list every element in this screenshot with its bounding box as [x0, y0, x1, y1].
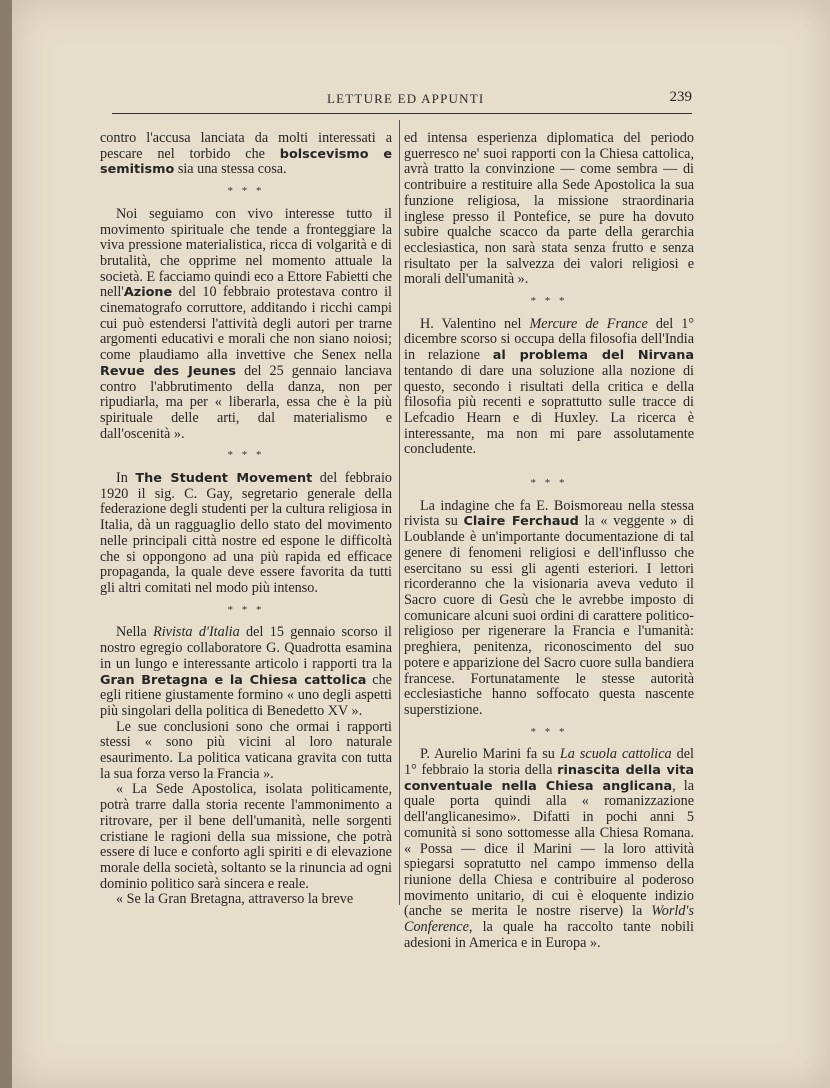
section-separator: * * * — [227, 449, 265, 462]
page-number: 239 — [669, 89, 692, 105]
paragraph: ed intensa esperienza diplomatica del periodo guerresco ne' suoi rapporti con la Chiesa cattolica, avrà tratto la convinzione — come sembra — di contribuire a restituire alla Sede Apostolica la sua funzione religiosa, la missione straordinaria inglese presso il Pontefice, se pure ha dovuto subire qualche scacco da parte della gerarchia ecclesiastica, non sarà stata senza frutto e senza risultato per la salvezza dei valori religiosi e morali dell'umanità ». — [404, 130, 694, 288]
paragraph: contro l'accusa lanciata da molti interessati a pescare nel torbido che bolscevismo e semitismo sia una stessa cosa. — [100, 130, 392, 178]
paragraph: Le sue conclusioni sono che ormai i rapporti stessi « sono più vicini al loro naturale esaurimento. La politica vaticana gravita con tutta la sua forza verso la Francia ». — [100, 718, 392, 782]
paragraph: Nella Rivista d'Italia del 15 gennaio scorso il nostro egregio collaboratore G. Quadrotta esamina in un lungo e interessante articolo i rapporti tra la Gran Bretagna e la Chiesa cattolica che egli ritiene giustamente formino « uno degli aspetti più singolari della politica di Benedetto XV ». — [100, 624, 392, 719]
running-title: LETTURE ED APPUNTI — [327, 91, 485, 106]
section-separator: * * * — [227, 603, 265, 616]
section-separator: * * * — [530, 477, 568, 490]
paragraph: P. Aurelio Marini fa su La scuola cattolica del 1° febbraio la storia della rinascita della vita conventuale nella Chiesa anglicana, la quale porta quindi alla « romanizzazione dell'anglicanesimo». Difatti in pochi anni 5 comunità si sono sottomesse alla Chiesa Romana. « Possa — dice il Marini — la loro attività spiegarsi sopratutto nel campo immenso della riunione della Chiesa e contribuire al poderoso movimento unitario, di cui è eloquente indizio (anche se merita le nostre riserve) la World's Conference, la quale ha raccolto tante nobili adesioni in America e in Europa ». — [404, 746, 694, 951]
journal-page — [12, 0, 830, 1088]
paragraph: « La Sede Apostolica, isolata politicamente, potrà trarre dalla storia recente l'ammonimento a ritrovare, per il bene dell'umanità, nelle sorgenti cristiane le ragioni della sua missione, che potrà essere di luce e conforto agli spiriti e di elevazione morale della società, soltanto se la rinuncia ad ogni dominio politico sarà sincera e reale. — [100, 781, 392, 892]
section-separator: * * * — [530, 725, 568, 738]
left-column — [100, 131, 392, 908]
paragraph: Noi seguiamo con vivo interesse tutto il movimento spirituale che tende a fronteggiare la viva pressione materialistica, ricca di volgarità e di brutalità, che opprime nel momento attuale la società. E facciamo quindi eco a Ettore Fabietti che nell'Azione del 10 febbraio protestava contro il cinematografo corruttore, additando i ricchi campi cui può estendersi l'attività degli autori per trarne argomenti educativi e morali che non siano noiosi; come plaudiamo alla invettive che Senex nella Revue des Jeunes del 25 gennaio lanciava contro l'abbrutimento della danza, non per ripudiarla, ma per « liberarla, essa che è la più spirituale delle arti, dal materialismo e dall'oscenità ». — [100, 205, 392, 442]
section-separator: * * * — [227, 185, 265, 198]
paragraph: H. Valentino nel Mercure de France del 1° dicembre scorso si occupa della filosofia dell'India in relazione al problema del Nirvana tentando di dare una soluzione alla nozione di questo, secondo i risultati della critica e della filosofia più recenti e soprattutto sulle tracce di Lefcadio Hearn e di Huxley. La ricerca è interessante, ma non mi pare assolutamente concludente. — [404, 315, 695, 458]
column-divider — [399, 120, 400, 905]
running-header — [112, 89, 692, 114]
section-separator: * * * — [530, 295, 568, 308]
paragraph: La indagine che fa E. Boismoreau nella stessa rivista su Claire Ferchaud la « veggente » di Loublande è un'importante documentazione di tal genere di fenomeni religiosi e dell'influsso che esercitano su essi gli agenti esteriori. I lettori ricorderanno che la visionaria aveva veduto il Sacro cuore di Gesù che le avrebbe imposto di comunicare alcuni suoi ordini di carattere politico-religioso per rigenerare la Francia e l'umanità: preghiera, penitenza, riconoscimento del suo potere e apparizione del Sacro cuore sulla bandiera francese. Fortunatamente le stesse autorità ecclesiastiche hanno soffocato questa nascente superstizione. — [404, 497, 695, 718]
right-column — [404, 131, 694, 951]
paragraph: In The Student Movement del febbraio 1920 il sig. C. Gay, segretario generale della federazione degli studenti per la cultura religiosa in Italia, dà un ragguaglio dello stato del movimento nelle principali città nostre ed espone le difficoltà che si oppongono ad una più rapida ed efficace propaganda, la quale deve essere favorita da tutti gli altri comitati nel modo più intenso. — [100, 470, 392, 596]
paragraph: « Se la Gran Bretagna, attraverso la breve — [116, 891, 354, 908]
